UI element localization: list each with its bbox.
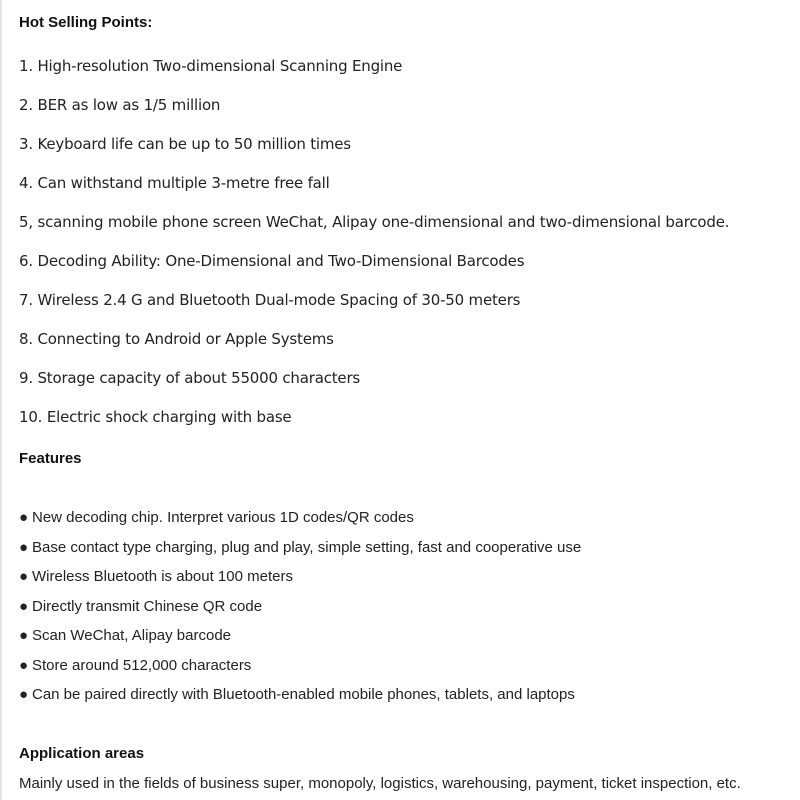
feature-item-7 (19, 685, 575, 705)
feature-text: Base contact type charging, plug and play, simple setting, fast and cooperative use (32, 539, 582, 556)
page-left-border (0, 0, 2, 800)
feature-text: Store around 512,000 characters (32, 657, 252, 674)
feature-text: Directly transmit Chinese QR code (32, 598, 263, 615)
feature-text: Wireless Bluetooth is about 100 meters (32, 568, 293, 585)
bullet-icon: ● (19, 568, 29, 585)
selling-point-5: 5, scanning mobile phone screen WeChat, Alipay one-dimensional and two-dimensional barcode. (19, 213, 730, 231)
feature-text: New decoding chip. Interpret various 1D codes/QR codes (32, 509, 414, 526)
selling-point-1: 1. High-resolution Two-dimensional Scanning Engine (19, 57, 403, 75)
feature-item-6 (19, 656, 251, 676)
feature-item-4 (19, 597, 262, 617)
bullet-icon: ● (19, 627, 29, 644)
application-areas-heading: Application areas (19, 745, 145, 762)
feature-item-3 (19, 567, 293, 587)
bullet-icon: ● (19, 657, 29, 674)
selling-point-7: 7. Wireless 2.4 G and Bluetooth Dual-mode Spacing of 30-50 meters (19, 291, 521, 309)
selling-point-6: 6. Decoding Ability: One-Dimensional and Two-Dimensional Barcodes (19, 252, 525, 270)
feature-item-2 (19, 538, 581, 558)
bullet-icon: ● (19, 598, 29, 615)
feature-text: Scan WeChat, Alipay barcode (32, 627, 232, 644)
bullet-icon: ● (19, 539, 29, 556)
selling-point-2: 2. BER as low as 1/5 million (19, 96, 221, 114)
selling-point-4: 4. Can withstand multiple 3-metre free fall (19, 174, 330, 192)
bullet-icon: ● (19, 509, 29, 526)
feature-item-5 (19, 626, 231, 646)
bullet-icon: ● (19, 686, 29, 703)
feature-text: Can be paired directly with Bluetooth-enabled mobile phones, tablets, and laptops (32, 686, 575, 703)
features-heading: Features (19, 450, 82, 467)
selling-point-10: 10. Electric shock charging with base (19, 408, 292, 426)
selling-point-3: 3. Keyboard life can be up to 50 million times (19, 135, 351, 153)
selling-point-8: 8. Connecting to Android or Apple Systems (19, 330, 334, 348)
selling-point-9: 9. Storage capacity of about 55000 characters (19, 369, 361, 387)
hot-selling-points-heading: Hot Selling Points: (19, 14, 153, 31)
application-areas-text: Mainly used in the fields of business super, monopoly, logistics, warehousing, payment, ticket inspection, etc. (19, 775, 741, 792)
feature-item-1 (19, 508, 414, 528)
